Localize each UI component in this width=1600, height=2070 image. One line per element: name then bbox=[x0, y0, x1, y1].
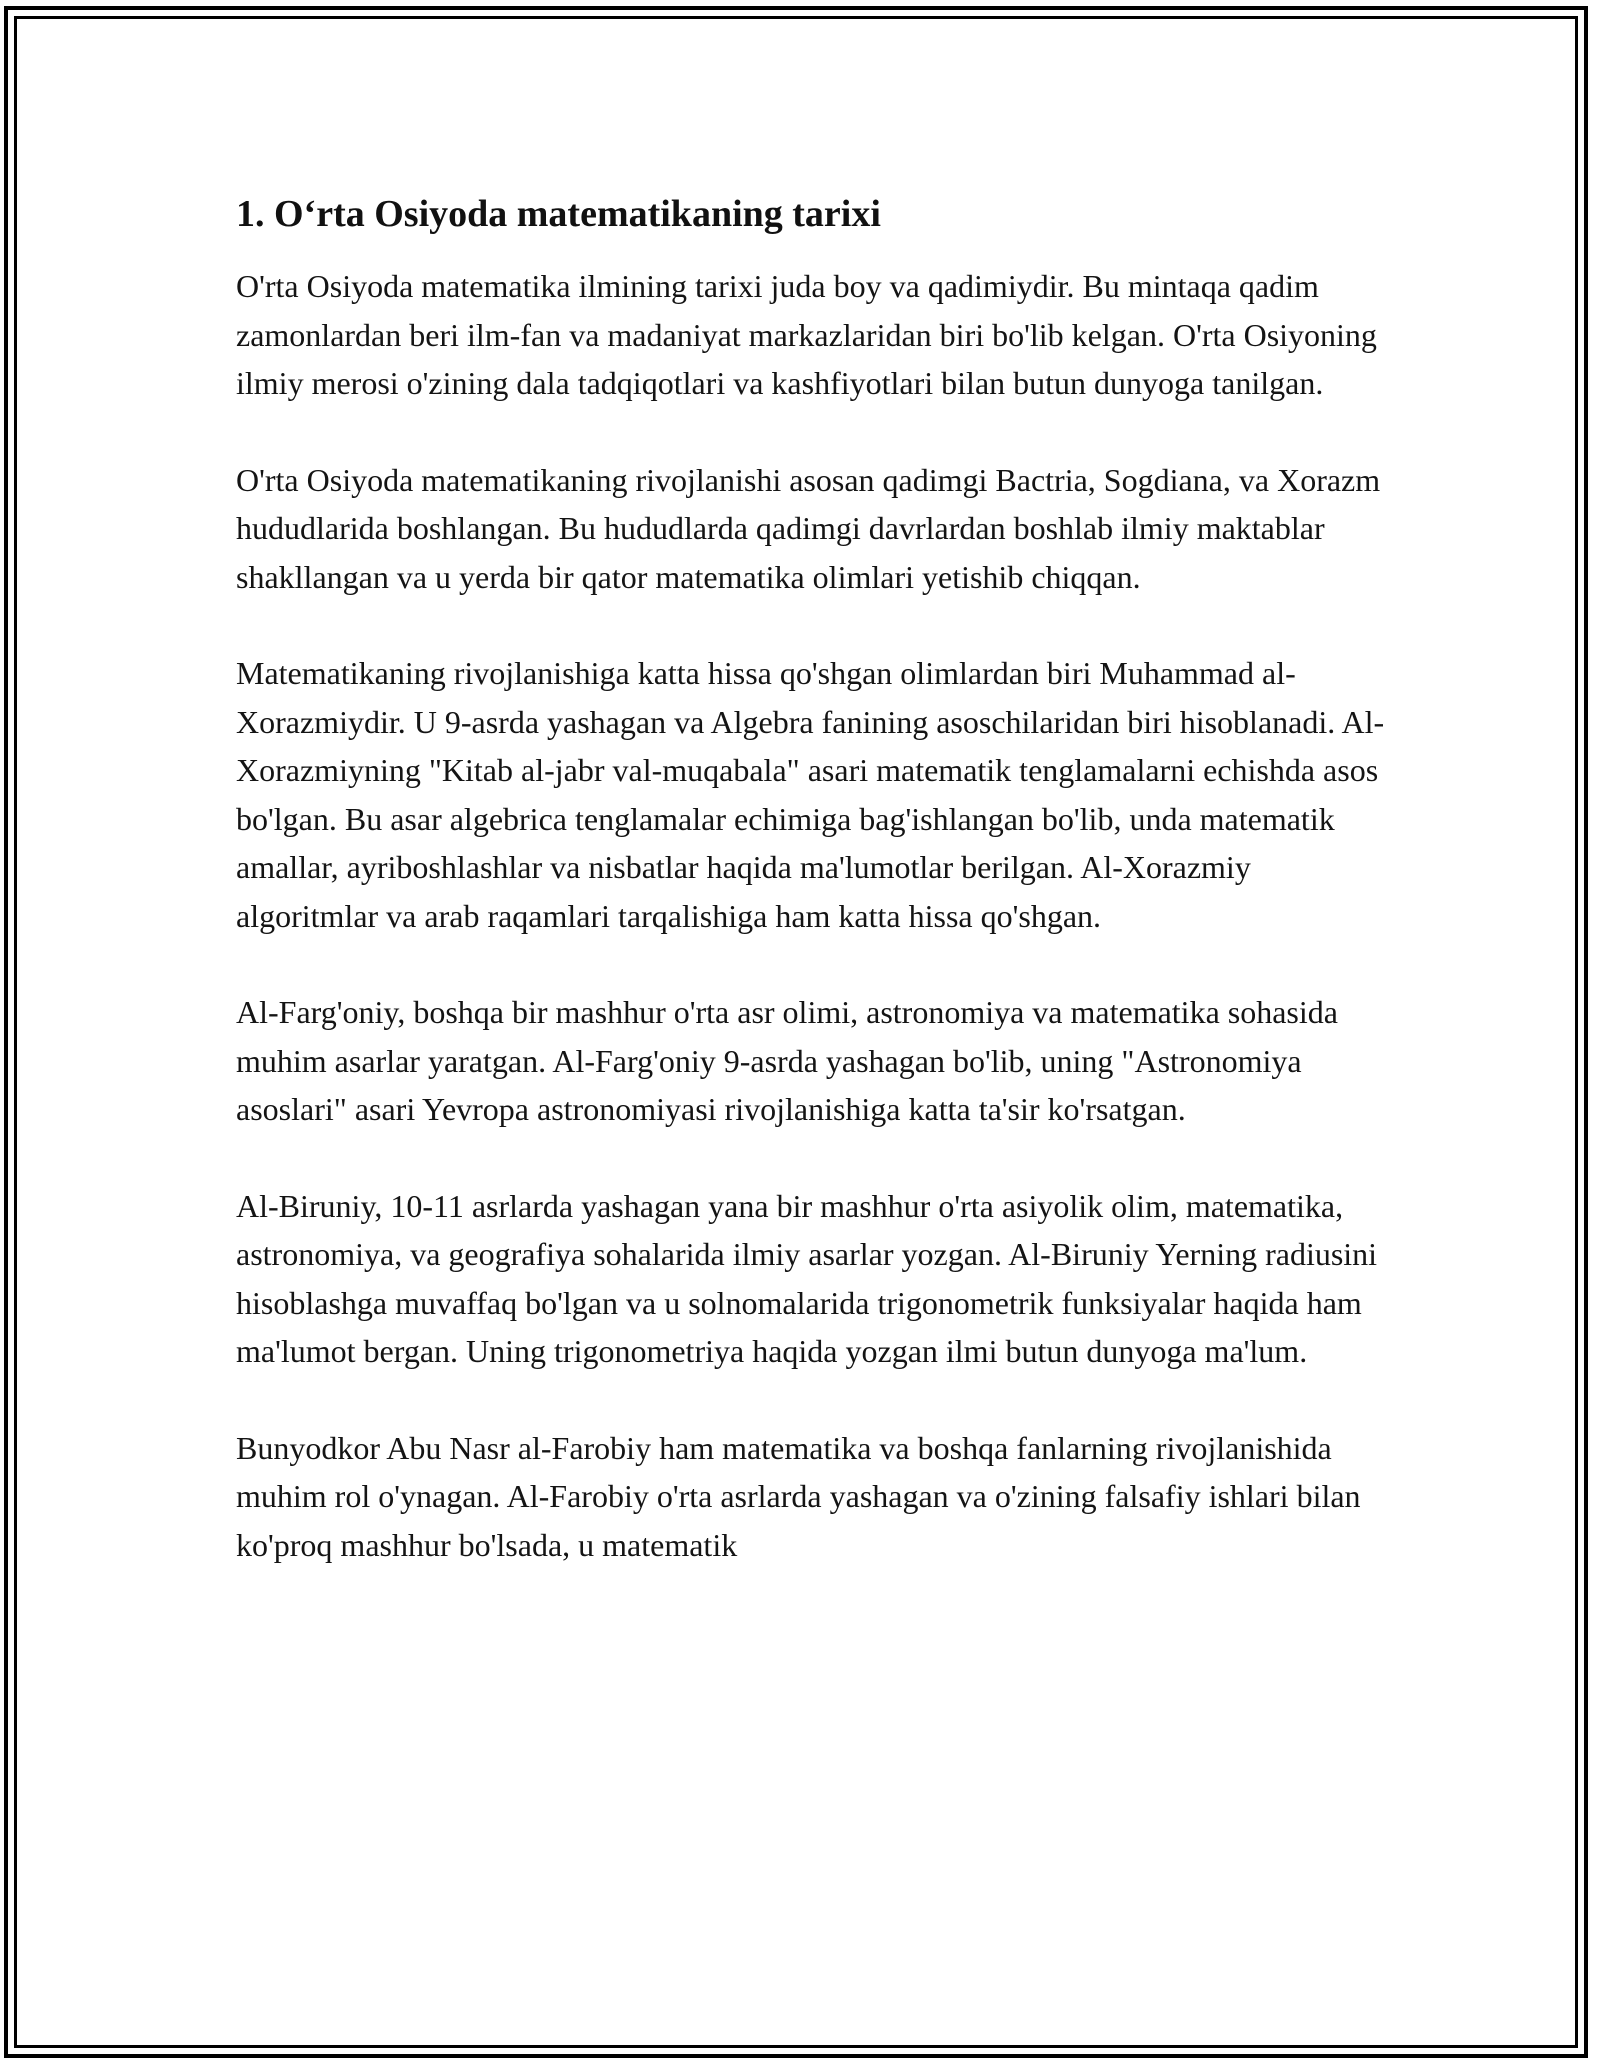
paragraph-al-xorazmiy: Matematikaning rivojlanishiga katta hissa qo'shgan olimlardan biri Muhammad al-Xorazmiydir. U 9-asrda yashagan va Algebra fanining asoschilaridan biri hisoblanadi. Al-Xorazmiyning "Kitab al-jabr val-muqabala" asari matematik tenglamalarni echishda asos bo'lgan. Bu asar algebrica tenglamalar echimiga bag'ishlangan bo'lib, unda matematik amallar, ayriboshlashlar va nisbatlar haqida ma'lumotlar berilgan. Al-Xorazmiy algoritmlar va arab raqamlari tarqalishiga ham katta hissa qo'shgan. bbox=[236, 655, 1385, 934]
paragraph-al-fargoniy: Al-Farg'oniy, boshqa bir mashhur o'rta asr olimi, astronomiya va matematika sohasida muhim asarlar yaratgan. Al-Farg'oniy 9-asrda yashagan bo'lib, uning "Astronomiya asoslari" asari Yevropa astronomiyasi rivojlanishiga katta ta'sir ko'rsatgan. bbox=[236, 994, 1338, 1127]
paragraph-intro: O'rta Osiyoda matematika ilmining tarixi juda boy va qadimiydir. Bu mintaqa qadim zamonlardan beri ilm-fan va madaniyat markazlaridan biri bo'lib kelgan. O'rta Osiyoning ilmiy merosi o'zining dala tadqiqotlari va kashfiyotlari bilan butun dunyoga tanilgan. bbox=[236, 268, 1377, 401]
paragraph-al-biruniy: Al-Biruniy, 10-11 asrlarda yashagan yana bir mashhur o'rta asiyolik olim, matematika, astronomiya, va geografiya sohalarida ilmiy asarlar yozgan. Al-Biruniy Yerning radiusini hisoblashga muvaffaq bo'lgan va u solnomalarida trigonometrik funksiyalar haqida ham ma'lumot bergan. Uning trigonometriya haqida yozgan ilmi butun dunyoga ma'lum. bbox=[236, 1187, 1378, 1369]
document-title: 1. O‘rta Osiyoda matematikaning tarixi bbox=[236, 193, 881, 235]
document-body bbox=[236, 188, 1396, 1617]
paragraph-regions: O'rta Osiyoda matematikaning rivojlanishi asosan qadimgi Bactria, Sogdiana, va Xorazm hududlarida boshlangan. Bu hududlarda qadimgi davrlardan boshlab ilmiy maktablar shakllangan va u yerda bir qator matematika olimlari yetishib chiqqan. bbox=[236, 461, 1381, 595]
paragraph-al-farobiy: Bunyodkor Abu Nasr al-Farobiy ham matematika va boshqa fanlarning rivojlanishida muhim rol o'ynagan. Al-Farobiy o'rta asrlarda yashagan va o'zining falsafiy ishlari bilan ko'proq mashhur bo'lsada, u matematik bbox=[236, 1429, 1361, 1563]
